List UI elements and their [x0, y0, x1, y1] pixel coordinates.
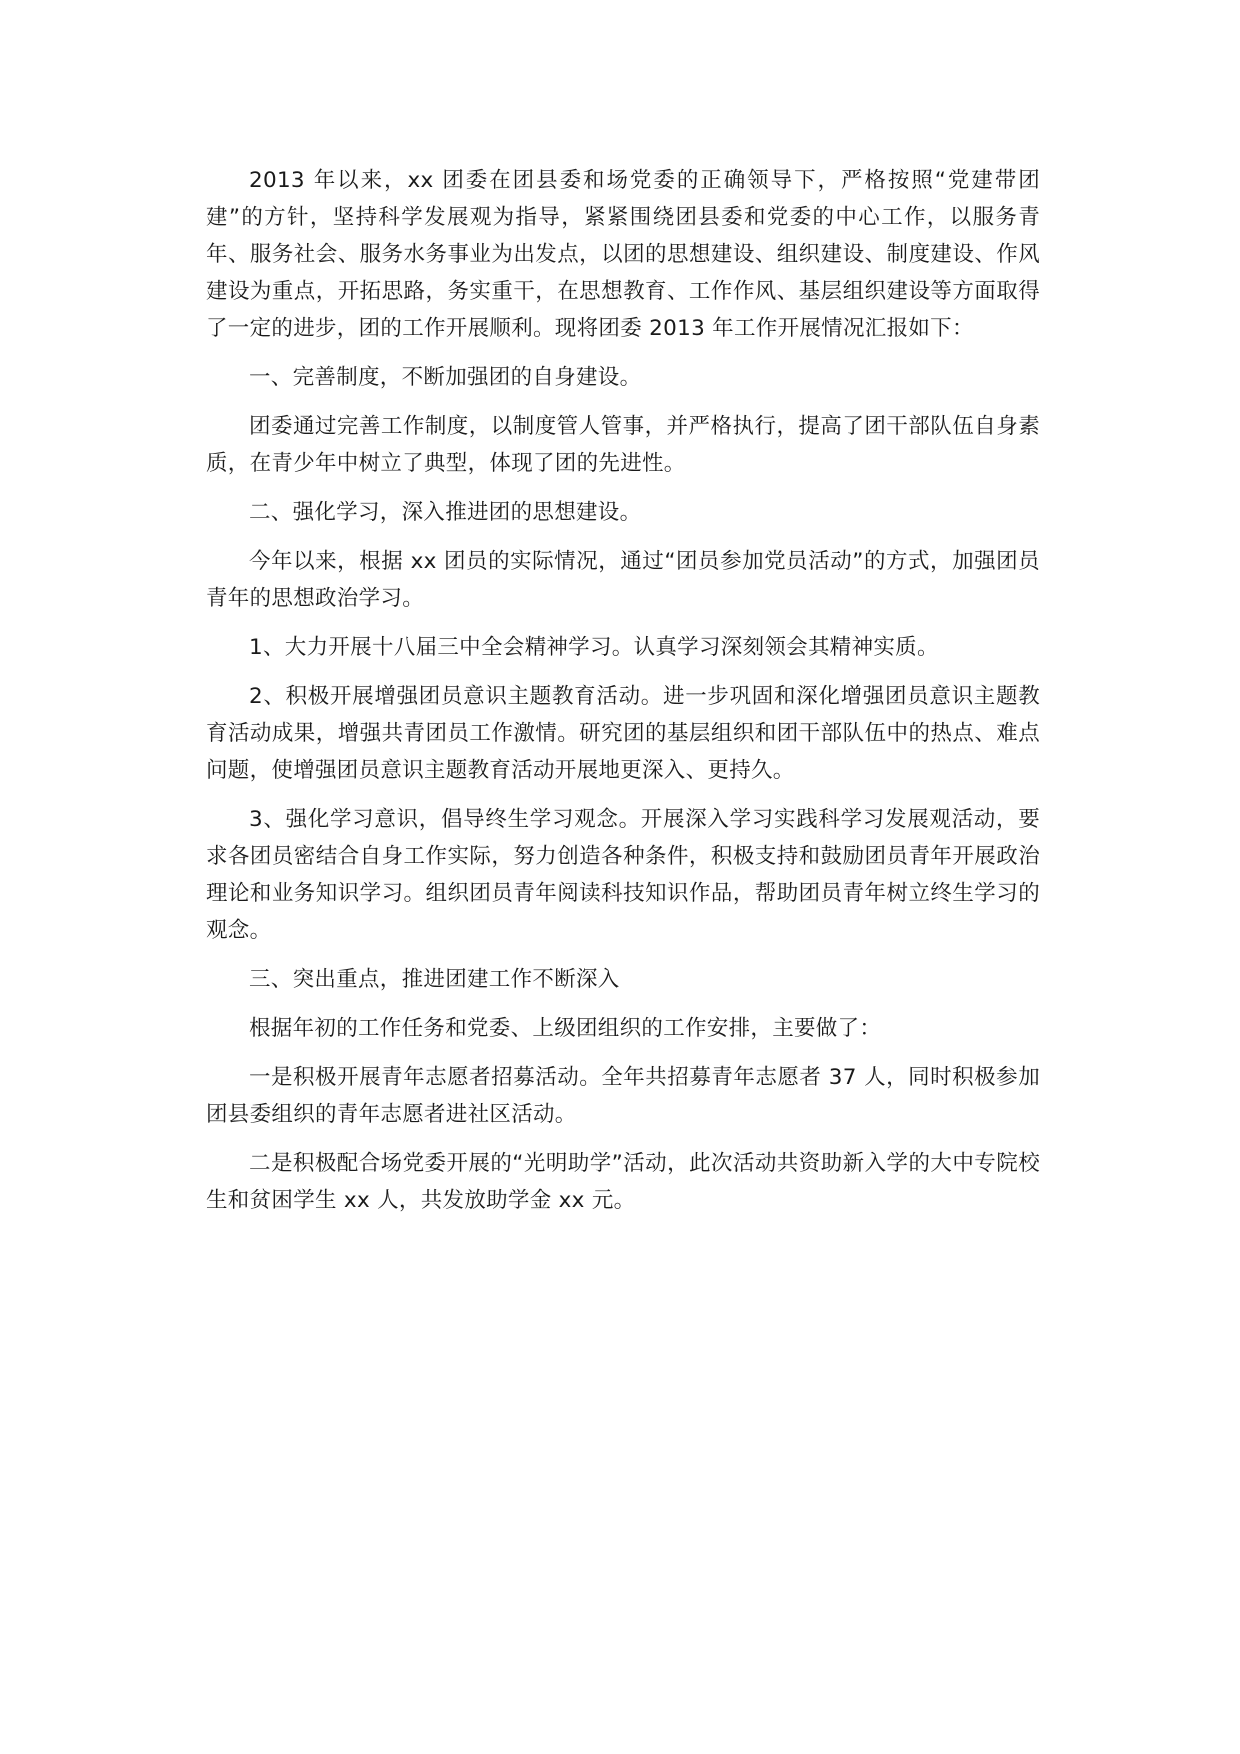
list-item-3: 3、强化学习意识，倡导终生学习观念。开展深入学习实践科学习发展观活动，要求各团员密结合自身工作实际，努力创造各种条件，积极支持和鼓励团员青年开展政治理论和业务知识学习。组织团员青年阅读科技知识作品，帮助团员青年树立终生学习的观念。	[206, 807, 1040, 943]
document-body	[206, 162, 1040, 1231]
heading-section-3: 三、突出重点，推进团建工作不断深入	[249, 967, 620, 992]
paragraph-section-3: 根据年初的工作任务和党委、上级团组织的工作安排，主要做了：	[249, 1016, 882, 1041]
list-item-2: 2、积极开展增强团员意识主题教育活动。进一步巩固和深化增强团员意识主题教育活动成果，增强共青团员工作激情。研究团的基层组织和团干部队伍中的热点、难点问题，使增强团员意识主题教育活动开展地更深入、更持久。	[206, 684, 1040, 783]
paragraph-section-1: 团委通过完善工作制度，以制度管人管事，并严格执行，提高了团干部队伍自身素质，在青少年中树立了典型，体现了团的先进性。	[206, 414, 1040, 476]
heading-section-1: 一、完善制度，不断加强团的自身建设。	[249, 365, 642, 390]
paragraph-intro: 2013 年以来，xx 团委在团县委和场党委的正确领导下，严格按照“党建带团建”的方针，坚持科学发展观为指导，紧紧围绕团县委和党委的中心工作，以服务青年、服务社会、服务水务事业为出发点，以团的思想建设、组织建设、制度建设、作风建设为重点，开拓思路，务实重干，在思想教育、工作作风、基层组织建设等方面取得了一定的进步，团的工作开展顺利。现将团委 2013 年工作开展情况汇报如下：	[206, 168, 1040, 341]
paragraph-section-2: 今年以来，根据 xx 团员的实际情况，通过“团员参加党员活动”的方式，加强团员青年的思想政治学习。	[206, 549, 1040, 611]
paragraph-item-second: 二是积极配合场党委开展的“光明助学”活动，此次活动共资助新入学的大中专院校生和贫困学生 xx 人，共发放助学金 xx 元。	[206, 1151, 1040, 1213]
list-item-1: 1、大力开展十八届三中全会精神学习。认真学习深刻领会其精神实质。	[249, 635, 939, 660]
paragraph-item-first: 一是积极开展青年志愿者招募活动。全年共招募青年志愿者 37 人，同时积极参加团县委组织的青年志愿者进社区活动。	[206, 1065, 1040, 1127]
heading-section-2: 二、强化学习，深入推进团的思想建设。	[249, 500, 642, 525]
